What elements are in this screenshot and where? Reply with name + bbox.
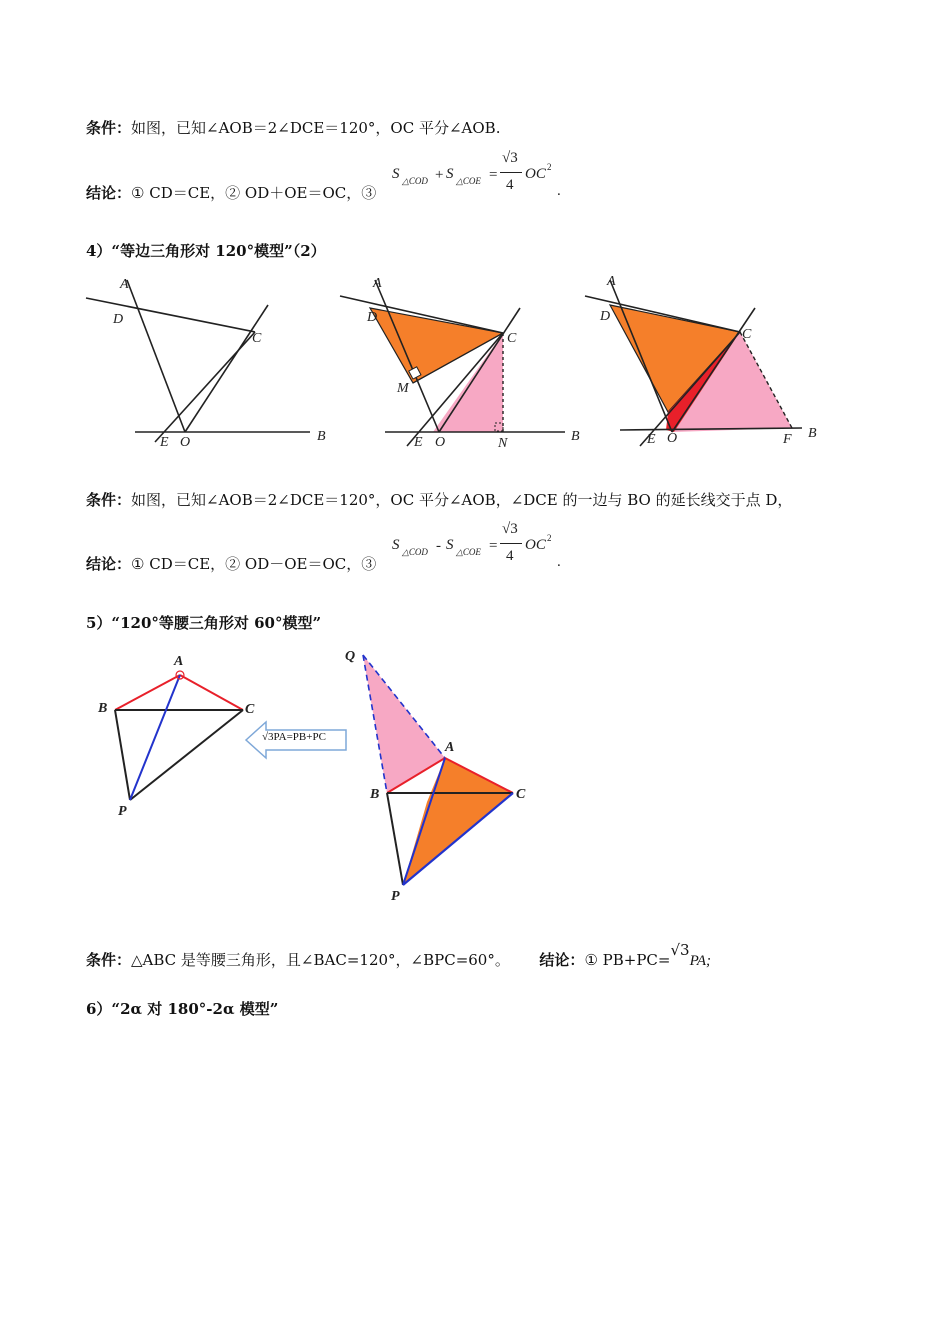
formula-exp: 2: [547, 533, 552, 543]
section5-figure-2: [335, 640, 555, 915]
fraction-bar: [500, 172, 522, 173]
formula-eq: =: [489, 538, 498, 554]
formula-s2: S: [446, 166, 454, 182]
label-a: A: [174, 654, 184, 669]
label-e: E: [414, 435, 423, 450]
formula-s2-sub: △COE: [456, 176, 481, 186]
section4-figure-3: [580, 270, 840, 455]
condition-text: 如图，已知∠AOB＝2∠DCE＝120°，OC 平分∠AOB，∠DCE 的一边与 BO 的延长线交于点 D，: [131, 491, 793, 509]
formula-s1-sub: △COD: [402, 547, 428, 557]
formula-s1: S: [392, 537, 400, 553]
formula-exp: 2: [547, 162, 552, 172]
section3-condition: [86, 117, 500, 138]
label-e: E: [160, 435, 169, 450]
formula-oc: OC: [525, 537, 546, 553]
section3-area-formula: [392, 150, 572, 200]
label-n: N: [498, 436, 508, 451]
conclusion-sqrt: √3: [670, 941, 690, 959]
section4-heading: 4）“等边三角形对 120°模型”（2）: [86, 242, 326, 260]
formula-plus: +: [435, 167, 444, 183]
formula-s2: S: [446, 537, 454, 553]
label-q: Q: [345, 649, 356, 664]
conclusion-text: ① CD＝CE，② OD＋OE＝OC，③: [131, 184, 377, 202]
label-a: A: [373, 276, 382, 291]
formula-s2-sub: △COE: [456, 547, 481, 557]
label-e: E: [647, 432, 656, 447]
conclusion-tail: PA;: [689, 953, 711, 969]
orange-quad: [403, 758, 513, 885]
formula-minus: -: [436, 538, 441, 554]
section5-condition-conclusion: [86, 941, 711, 970]
label-m: M: [397, 381, 409, 396]
label-c: C: [245, 702, 255, 717]
line-oc: [185, 305, 268, 432]
conclusion-label: 结论：: [86, 184, 132, 202]
label-b: B: [317, 429, 326, 444]
label-p: P: [118, 804, 127, 819]
arrow-text: √3PA=PB+PC: [262, 731, 326, 743]
label-f: F: [783, 432, 792, 447]
label-d: D: [600, 309, 611, 324]
section4-condition: [86, 489, 792, 510]
formula-denominator: 4: [506, 548, 514, 564]
condition-label: 条件：: [86, 491, 132, 509]
label-b: B: [370, 787, 380, 802]
conclusion-text: ① PB+PC=: [584, 951, 671, 969]
section3-conclusion: [86, 182, 376, 203]
formula-s1-sub: △COD: [402, 176, 428, 186]
label-a: A: [607, 274, 616, 289]
fraction-bar: [500, 543, 522, 544]
label-b: B: [571, 429, 580, 444]
label-c: C: [252, 331, 262, 346]
formula-denominator: 4: [506, 177, 514, 193]
line-ao: [127, 280, 185, 432]
section4-area-formula: [392, 521, 572, 571]
label-b: B: [98, 701, 108, 716]
label-o: O: [435, 435, 446, 450]
formula-end: .: [557, 554, 561, 570]
line-dc: [86, 298, 255, 332]
conclusion-text: ① CD＝CE，② OD－OE＝OC，③: [131, 555, 377, 573]
label-c: C: [507, 331, 517, 346]
label-a: A: [120, 277, 129, 292]
formula-s1: S: [392, 166, 400, 182]
condition-text: 如图，已知∠AOB＝2∠DCE＝120°，OC 平分∠AOB.: [131, 119, 501, 137]
label-o: O: [180, 435, 191, 450]
condition-text: △ABC 是等腰三角形，且∠BAC=120°，∠BPC=60°。: [131, 951, 510, 969]
formula-end: .: [557, 183, 561, 199]
label-d: D: [367, 310, 378, 325]
label-c: C: [516, 787, 526, 802]
formula-numerator: √3: [502, 150, 518, 166]
section5-heading: 5）“120°等腰三角形对 60°模型”: [86, 614, 322, 632]
label-p: P: [391, 889, 400, 904]
conclusion-label: 结论：: [539, 951, 585, 969]
section4-conclusion: [86, 553, 376, 574]
label-a: A: [445, 740, 455, 755]
section5-figure-1: [90, 650, 270, 825]
formula-eq: =: [489, 167, 498, 183]
label-o: O: [667, 431, 678, 446]
section6-heading: 6）“2α 对 180°-2α 模型”: [86, 1000, 279, 1018]
conclusion-label: 结论：: [86, 555, 132, 573]
label-d: D: [113, 312, 124, 327]
section4-figure-1: [80, 270, 340, 455]
section4-figure-2: [335, 270, 595, 455]
label-b: B: [808, 426, 817, 441]
formula-oc: OC: [525, 166, 546, 182]
condition-label: 条件：: [86, 951, 132, 969]
formula-numerator: √3: [502, 521, 518, 537]
label-c: C: [742, 327, 752, 342]
condition-label: 条件：: [86, 119, 132, 137]
